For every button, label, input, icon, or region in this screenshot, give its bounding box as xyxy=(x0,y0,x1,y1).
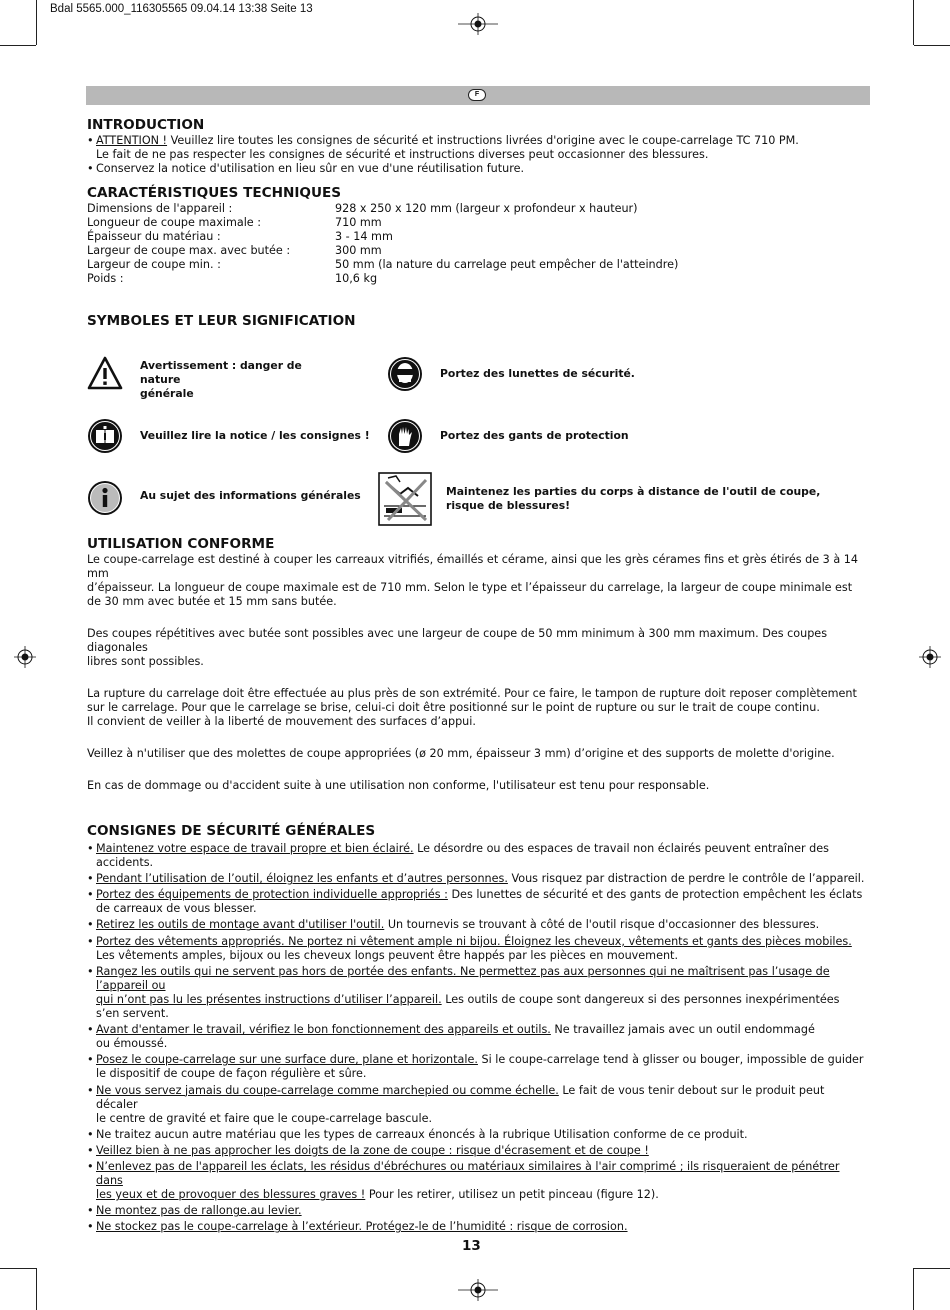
specs-table xyxy=(87,202,678,286)
usage-paragraph: Veillez à n'utiliser que des molettes de coupe appropriées (ø 20 mm, épaisseur 3 mm) d’origine et des supports de molette d'origine. xyxy=(87,747,835,760)
spec-row xyxy=(87,258,678,272)
safety-item: • Ne traitez aucun autre matériau que les types de carreaux énoncés à la rubrique Utilisation conforme de ce produit. xyxy=(87,1128,869,1142)
symbol-glasses-label: Portez des lunettes de sécurité. xyxy=(440,367,635,380)
crop-mark xyxy=(914,1268,950,1269)
safety-item: • Rangez les outils qui ne servent pas hors de portée des enfants. Ne permettez pas aux personnes qui ne maîtrisent pas l’usage de l’appareil ou qui n’ont pas lu les présentes instructions d’utiliser l’appareil. Les outils de coupe sont dangereux si des personnes inexpérimentées s’en servent. xyxy=(87,965,869,1021)
safety-glasses-icon xyxy=(387,356,423,392)
safety-item: • Ne vous servez jamais du coupe-carrelage comme marchepied ou comme échelle. Le fait de vous tenir debout sur le produit peut décaler le centre de gravité et faire que le coupe-carrelage bascule. xyxy=(87,1084,869,1126)
symbol-info-label: Au sujet des informations générales xyxy=(140,489,361,502)
safety-item: • Ne stockez pas le coupe-carrelage à l’extérieur. Protégez-le de l’humidité : risque de corrosion. xyxy=(87,1220,869,1234)
registration-mark-icon xyxy=(458,13,498,35)
symbol-gloves-label: Portez des gants de protection xyxy=(440,429,629,442)
safety-item: • N’enlevez pas de l'appareil les éclats, les résidus d'ébréchures ou matériaux similaires à l'air comprimé ; ils risqueraient de pénétrer dans les yeux et de provoquer des blessures graves ! Pour les retirer, utilisez un petit pinceau (figure 12). xyxy=(87,1160,869,1202)
spec-label: Poids : xyxy=(87,272,124,285)
safety-list xyxy=(87,842,869,1234)
intro-bullet-continuation: Le fait de ne pas respecter les consignes de sécurité et instructions diverses peut occasionner des blessures. xyxy=(96,148,709,161)
spec-label: Épaisseur du matériau : xyxy=(87,230,221,243)
safety-item: • Pendant l’utilisation de l’outil, éloignez les enfants et d’autres personnes. Vous risquez par distraction de perdre le contrôle de l’appareil. xyxy=(87,872,869,886)
safety-item: • Portez des vêtements appropriés. Ne portez ni vêtement ample ni bijou. Éloignez les cheveux, vêtements et gants des pièces mobiles. Les vêtements amples, bijoux ou les cheveux longs peuvent être happés par les pièces en mouvement. xyxy=(87,935,869,963)
spec-value: 710 mm xyxy=(335,216,382,229)
safety-item: • Ne montez pas de rallonge.au levier. xyxy=(87,1204,869,1218)
spec-row xyxy=(87,244,678,258)
spec-value: 300 mm xyxy=(335,244,382,257)
usage-title: UTILISATION CONFORME xyxy=(87,536,275,552)
intro-title: INTRODUCTION xyxy=(87,117,205,133)
registration-mark-icon xyxy=(458,1279,498,1301)
intro-bullet: • ATTENTION ! Veuillez lire toutes les consignes de sécurité et instructions livrées d'origine avec le coupe-carrelage TC 710 PM. xyxy=(87,134,869,148)
spec-row xyxy=(87,272,678,286)
crop-mark xyxy=(914,45,950,46)
spec-value: 3 - 14 mm xyxy=(335,230,393,243)
safety-item: • Maintenez votre espace de travail propre et bien éclairé. Le désordre ou des espaces de travail non éclairés peuvent entraîner des accidents. xyxy=(87,842,869,870)
safety-item: • Retirez les outils de montage avant d'utiliser l'outil. Un tournevis se trouvant à côté de l'outil risque d'occasionner des blessures. xyxy=(87,918,869,932)
usage-paragraph: Des coupes répétitives avec butée sont possibles avec une largeur de coupe de 50 mm minimum à 300 mm maximum. Des coupes diagonales libres sont possibles. xyxy=(87,627,828,668)
info-icon xyxy=(87,480,123,516)
symbol-manual-label: Veuillez lire la notice / les consignes ! xyxy=(140,429,370,442)
read-manual-icon xyxy=(87,418,123,454)
language-band xyxy=(86,86,870,105)
spec-value: 10,6 kg xyxy=(335,272,378,285)
usage-paragraph: La rupture du carrelage doit être effectuée au plus près de son extrémité. Pour ce faire, le tampon de rupture doit reposer complètement sur le carrelage. Pour que le carrelage se brise, celui-ci doit être positionné sur le point de rupture ou sur le trait de coupe continu. Il convient de veiller à la liberté de mouvement des surfaces d’appui. xyxy=(87,687,857,728)
symbol-keep-away-label: Maintenez les parties du corps à distance de l'outil de coupe, risque de blessures! xyxy=(446,485,821,512)
specs-title: CARACTÉRISTIQUES TECHNIQUES xyxy=(87,185,342,201)
spec-label: Dimensions de l'appareil : xyxy=(87,202,233,215)
spec-label: Largeur de coupe max. avec butée : xyxy=(87,244,291,257)
usage-paragraph: Le coupe-carrelage est destiné à couper les carreaux vitrifiés, émaillés et cérame, ainsi que les grès cérames fins et grès étirés de 3 à 14 mm d’épaisseur. La longueur de coupe maximale est de 710 mm. Selon le type et l’épaisseur du carrelage, la largeur de coupe minimale est de 30 mm avec butée et 15 mm sans butée. xyxy=(87,553,859,608)
language-badge: F xyxy=(468,89,486,101)
spec-label: Largeur de coupe min. : xyxy=(87,258,221,271)
spec-row xyxy=(87,216,678,230)
warning-triangle-icon xyxy=(87,356,123,390)
spec-row xyxy=(87,202,678,216)
safety-item: • Avant d'entamer le travail, vérifiez le bon fonctionnement des appareils et outils. Ne travaillez jamais avec un outil endommagé ou émoussé. xyxy=(87,1023,869,1051)
crop-mark xyxy=(0,45,36,46)
page-content xyxy=(87,117,869,1234)
crop-mark xyxy=(36,1268,37,1310)
crop-mark xyxy=(913,0,914,45)
safety-title: CONSIGNES DE SÉCURITÉ GÉNÉRALES xyxy=(87,823,376,839)
safety-item: • Veillez bien à ne pas approcher les doigts de la zone de coupe : risque d'écrasement et de coupe ! xyxy=(87,1144,869,1158)
keep-hands-away-icon xyxy=(378,472,432,526)
protective-gloves-icon xyxy=(387,418,423,454)
spec-value: 50 mm (la nature du carrelage peut empêcher de l'atteindre) xyxy=(335,258,679,271)
registration-mark-icon xyxy=(14,646,36,668)
registration-mark-icon xyxy=(919,646,941,668)
crop-mark xyxy=(913,1268,914,1310)
spec-label: Longueur de coupe maximale : xyxy=(87,216,262,229)
spec-row xyxy=(87,230,678,244)
safety-item: • Portez des équipements de protection individuelle appropriés : Des lunettes de sécurité et des gants de protection empêchent les éclats de carreaux de vous blesser. xyxy=(87,888,869,916)
spec-value: 928 x 250 x 120 mm (largeur x profondeur x hauteur) xyxy=(335,202,638,215)
symbols-title: SYMBOLES ET LEUR SIGNIFICATION xyxy=(87,313,356,329)
crop-mark xyxy=(0,1268,36,1269)
print-header: Bdal 5565.000_116305565 09.04.14 13:38 Seite 13 xyxy=(50,3,313,15)
crop-mark xyxy=(36,0,37,45)
intro-bullet: • Conservez la notice d'utilisation en lieu sûr en vue d'une réutilisation future. xyxy=(87,162,869,176)
safety-item: • Posez le coupe-carrelage sur une surface dure, plane et horizontale. Si le coupe-carrelage tend à glisser ou bouger, impossible de guider le dispositif de coupe de façon régulière et sûre. xyxy=(87,1053,869,1081)
symbol-warning-label: Avertissement : danger de nature générale xyxy=(140,359,302,400)
page-number: 13 xyxy=(462,1238,481,1254)
usage-paragraph: En cas de dommage ou d'accident suite à une utilisation non conforme, l'utilisateur est tenu pour responsable. xyxy=(87,779,710,792)
